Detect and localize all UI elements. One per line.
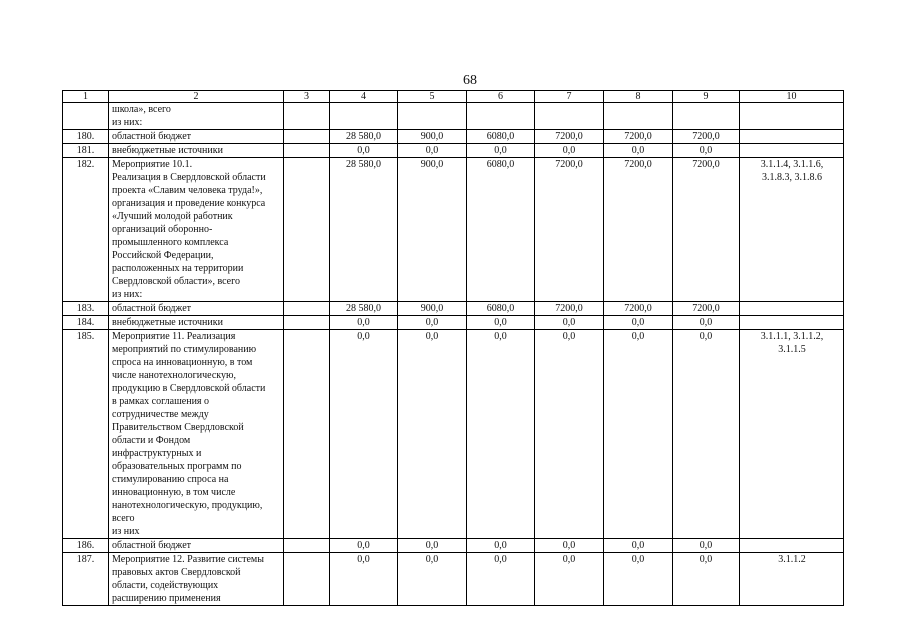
row-description: областной бюджет: [109, 130, 284, 144]
header-cell-8: 8: [604, 91, 673, 103]
table-row: [63, 539, 844, 553]
header-cell-3: 3: [284, 91, 330, 103]
col7-cell: 7200,0: [535, 130, 604, 144]
row-number: 185.: [63, 330, 109, 539]
row-number: 186.: [63, 539, 109, 553]
target-indicators: [740, 316, 844, 330]
col7-cell: 7200,0: [535, 302, 604, 316]
col8-cell: 0,0: [604, 316, 673, 330]
col4-cell: 28 580,0: [330, 302, 398, 316]
header-cell-6: 6: [467, 91, 535, 103]
col9-cell: 0,0: [673, 553, 740, 606]
col5-cell: 0,0: [398, 539, 467, 553]
budget-table: [62, 90, 844, 606]
row-number: 184.: [63, 316, 109, 330]
col7-cell: 0,0: [535, 553, 604, 606]
col3-cell: [284, 103, 330, 130]
table-row: [63, 330, 844, 539]
target-indicators: [740, 130, 844, 144]
col3-cell: [284, 316, 330, 330]
col9-cell: 7200,0: [673, 130, 740, 144]
col7-cell: 0,0: [535, 330, 604, 539]
col9-cell: [673, 103, 740, 130]
col6-cell: [467, 103, 535, 130]
header-cell-4: 4: [330, 91, 398, 103]
header-cell-9: 9: [673, 91, 740, 103]
col4-cell: 0,0: [330, 316, 398, 330]
col4-cell: 28 580,0: [330, 130, 398, 144]
col6-cell: 6080,0: [467, 130, 535, 144]
col6-cell: 6080,0: [467, 302, 535, 316]
col8-cell: 7200,0: [604, 302, 673, 316]
col9-cell: 0,0: [673, 330, 740, 539]
row-description: внебюджетные источники: [109, 316, 284, 330]
col8-cell: 0,0: [604, 539, 673, 553]
row-description: Мероприятие 10.1. Реализация в Свердловской области проекта «Славим человека труда!», организация и проведение конкурса «Лучший молодой работник организаций оборонно- промышленного комплекса Российской Федерации, расположенных на территории Свердловской области», всего из них:: [109, 158, 284, 302]
row-description: внебюджетные источники: [109, 144, 284, 158]
target-indicators: [740, 302, 844, 316]
col7-cell: 0,0: [535, 316, 604, 330]
col8-cell: 0,0: [604, 553, 673, 606]
table-row: [63, 144, 844, 158]
col4-cell: 0,0: [330, 144, 398, 158]
col8-cell: 7200,0: [604, 158, 673, 302]
col5-cell: [398, 103, 467, 130]
col5-cell: 0,0: [398, 144, 467, 158]
header-cell-1: 1: [63, 91, 109, 103]
col8-cell: 0,0: [604, 330, 673, 539]
col9-cell: 0,0: [673, 539, 740, 553]
row-description: областной бюджет: [109, 539, 284, 553]
row-number: 182.: [63, 158, 109, 302]
col6-cell: 0,0: [467, 330, 535, 539]
col3-cell: [284, 539, 330, 553]
header-cell-5: 5: [398, 91, 467, 103]
row-description: Мероприятие 11. Реализация мероприятий по стимулированию спроса на инновационную, в том числе нанотехнологическую, продукцию в Свердловской области в рамках соглашения о сотрудничестве между Правительством Свердловской области и Фондом инфраструктурных и образовательных программ по стимулированию спроса на инновационную, в том числе нанотехнологическую, продукцию, всего из них: [109, 330, 284, 539]
col9-cell: 7200,0: [673, 302, 740, 316]
row-description: областной бюджет: [109, 302, 284, 316]
col3-cell: [284, 158, 330, 302]
header-cell-10: 10: [740, 91, 844, 103]
col5-cell: 900,0: [398, 158, 467, 302]
target-indicators: 3.1.1.1, 3.1.1.2, 3.1.1.5: [740, 330, 844, 539]
header-cell-7: 7: [535, 91, 604, 103]
col6-cell: 0,0: [467, 539, 535, 553]
col3-cell: [284, 144, 330, 158]
col7-cell: 0,0: [535, 144, 604, 158]
col4-cell: 28 580,0: [330, 158, 398, 302]
col6-cell: 0,0: [467, 553, 535, 606]
row-number: [63, 103, 109, 130]
col3-cell: [284, 130, 330, 144]
target-indicators: [740, 539, 844, 553]
page-number: 68: [463, 73, 477, 88]
table-body: [63, 91, 844, 606]
col3-cell: [284, 553, 330, 606]
table-row: [63, 103, 844, 130]
table-row: [63, 130, 844, 144]
col8-cell: 0,0: [604, 144, 673, 158]
col4-cell: 0,0: [330, 539, 398, 553]
row-description: Мероприятие 12. Развитие системы правовых актов Свердловской области, содействующих расширению применения: [109, 553, 284, 606]
target-indicators: 3.1.1.4, 3.1.1.6, 3.1.8.3, 3.1.8.6: [740, 158, 844, 302]
col7-cell: 7200,0: [535, 158, 604, 302]
col5-cell: 900,0: [398, 130, 467, 144]
col6-cell: 6080,0: [467, 158, 535, 302]
col9-cell: 7200,0: [673, 158, 740, 302]
col9-cell: 0,0: [673, 316, 740, 330]
col5-cell: 0,0: [398, 553, 467, 606]
col3-cell: [284, 330, 330, 539]
col8-cell: 7200,0: [604, 130, 673, 144]
col8-cell: [604, 103, 673, 130]
table-row: [63, 302, 844, 316]
col4-cell: [330, 103, 398, 130]
row-number: 183.: [63, 302, 109, 316]
col3-cell: [284, 302, 330, 316]
table-row: [63, 158, 844, 302]
table-row: [63, 316, 844, 330]
col5-cell: 900,0: [398, 302, 467, 316]
col6-cell: 0,0: [467, 144, 535, 158]
col5-cell: 0,0: [398, 316, 467, 330]
col7-cell: 0,0: [535, 539, 604, 553]
target-indicators: [740, 103, 844, 130]
col4-cell: 0,0: [330, 330, 398, 539]
header-cell-2: 2: [109, 91, 284, 103]
row-number: 180.: [63, 130, 109, 144]
row-number: 181.: [63, 144, 109, 158]
col6-cell: 0,0: [467, 316, 535, 330]
header-row: [63, 91, 844, 103]
target-indicators: [740, 144, 844, 158]
col9-cell: 0,0: [673, 144, 740, 158]
row-description: школа», всего из них:: [109, 103, 284, 130]
col5-cell: 0,0: [398, 330, 467, 539]
col4-cell: 0,0: [330, 553, 398, 606]
target-indicators: 3.1.1.2: [740, 553, 844, 606]
table-row: [63, 553, 844, 606]
row-number: 187.: [63, 553, 109, 606]
col7-cell: [535, 103, 604, 130]
